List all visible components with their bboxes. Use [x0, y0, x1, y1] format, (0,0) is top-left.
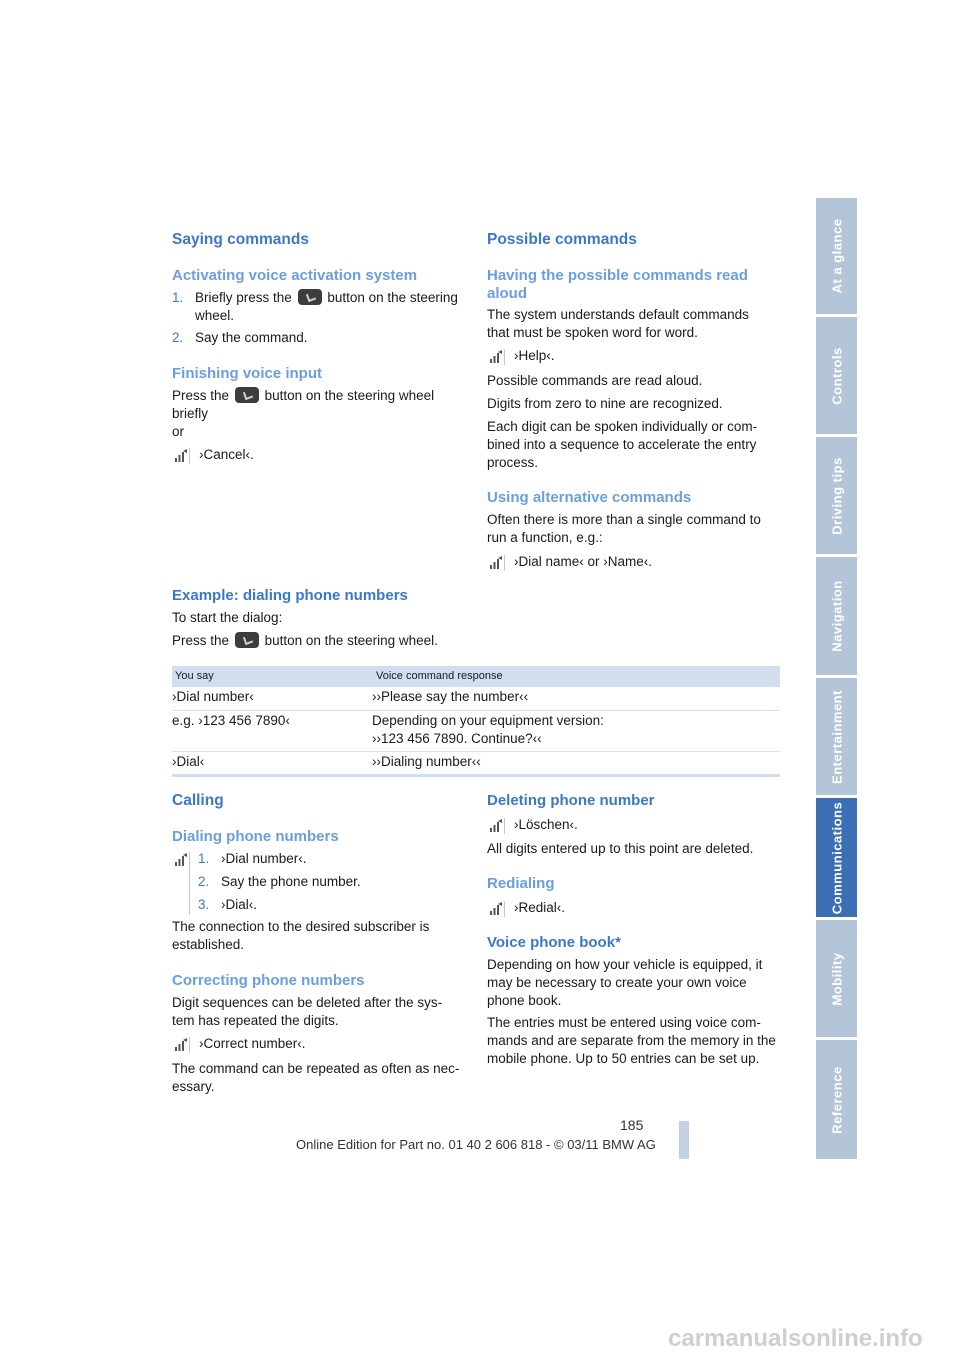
table-cell: ››Please say the number‹‹ — [372, 689, 529, 704]
paragraph: Digits from zero to nine are recognized. — [487, 396, 723, 411]
paragraph: To start the dialog: — [172, 610, 283, 625]
voice-command-icon — [489, 819, 503, 833]
section-title-deleting: Deleting phone number — [487, 792, 655, 809]
paragraph: Press the button on the steering wheel. — [172, 633, 438, 648]
voice-command-icon — [174, 449, 188, 463]
table-cell: ›Dial‹ — [172, 754, 205, 769]
list-item-text: Say the command. — [195, 330, 308, 345]
subsection-title-correcting: Correcting phone numbers — [172, 972, 365, 989]
voice-button-icon — [235, 632, 259, 648]
section-title-possible-commands: Possible commands — [487, 231, 637, 248]
paragraph: Press the button on the steering wheel briefly or — [172, 388, 435, 439]
tab-reference[interactable]: Reference — [816, 1040, 857, 1159]
subsection-title-redialing: Redialing — [487, 875, 555, 892]
paragraph: The command can be repeated as often as nec- essary. — [172, 1061, 460, 1094]
edition-line: Online Edition for Part no. 01 40 2 606 818 - © 03/11 BMW AG — [296, 1137, 656, 1152]
voice-command-bar — [504, 818, 505, 834]
table-header — [172, 666, 780, 687]
table-header-cell: You say — [175, 670, 214, 682]
tab-communications[interactable]: Communications — [816, 798, 857, 917]
subsection-title-activating: Activating voice activation system — [172, 267, 418, 284]
tab-driving-tips[interactable]: Driving tips — [816, 437, 857, 554]
voice-command-icon — [489, 556, 503, 570]
paragraph: All digits entered up to this point are deleted. — [487, 841, 754, 856]
page-number: 185 — [620, 1117, 644, 1133]
list-item-text: ›Dial‹. — [221, 897, 257, 912]
voice-command-text: ›Redial‹. — [514, 900, 566, 915]
paragraph: Depending on how your vehicle is equipped, it may be necessary to create your own voice phone book. — [487, 957, 763, 1008]
voice-command-bar — [504, 349, 505, 365]
section-title-calling: Calling — [172, 792, 224, 809]
voice-command-icon — [489, 350, 503, 364]
paragraph: The system understands default commands that must be spoken word for word. — [487, 307, 749, 340]
list-item: 1. — [172, 290, 184, 305]
paragraph: Often there is more than a single command to run a function, e.g.: — [487, 512, 761, 545]
voice-command-bar — [504, 555, 505, 571]
voice-command-text: ›Dial name‹ or ›Name‹. — [514, 554, 653, 569]
list-item-text: Say the phone number. — [221, 874, 361, 889]
paragraph: The entries must be entered using voice com- mands and are separate from the memory in the mobile phone. Up to 50 entries can be set up. — [487, 1015, 776, 1066]
table-cell: Depending on your equipment version: ››123 456 7890. Continue?‹‹ — [372, 713, 604, 746]
voice-command-bar — [189, 1037, 190, 1053]
table-bottom-rule — [172, 774, 780, 777]
section-title-voice-phone-book: Voice phone book* — [487, 934, 621, 951]
voice-button-icon — [235, 387, 259, 403]
watermark: carmanualsonline.info — [668, 1325, 923, 1352]
table-row-divider — [172, 751, 780, 752]
subsection-title-finishing: Finishing voice input — [172, 365, 322, 382]
voice-command-icon — [174, 853, 188, 867]
subsection-title-alternative: Using alternative commands — [487, 489, 692, 506]
tab-at-a-glance[interactable]: At a glance — [816, 198, 857, 314]
section-title-example: Example: dialing phone numbers — [172, 587, 408, 604]
list-item: 2. — [198, 874, 210, 889]
subsection-title-dialing: Dialing phone numbers — [172, 828, 339, 845]
voice-command-bar — [504, 901, 505, 917]
voice-command-bar — [189, 448, 190, 464]
list-item: 1. — [198, 851, 210, 866]
list-item: 2. — [172, 330, 184, 345]
voice-command-text: ›Correct number‹. — [199, 1036, 306, 1051]
paragraph: Each digit can be spoken individually or com- bined into a sequence to accelerate the entry process. — [487, 419, 758, 470]
list-item: 3. — [198, 897, 210, 912]
voice-command-text: ›Help‹. — [514, 348, 555, 363]
tab-entertainment[interactable]: Entertainment — [816, 678, 857, 795]
tab-mobility[interactable]: Mobility — [816, 920, 857, 1037]
list-item-text: Briefly press the button on the steering wheel. — [195, 290, 458, 323]
tab-navigation[interactable]: Navigation — [816, 557, 857, 675]
voice-command-bar — [189, 852, 190, 915]
table-header-cell: Voice command response — [376, 670, 503, 682]
page-number-bar — [679, 1121, 689, 1159]
paragraph: The connection to the desired subscriber is established. — [172, 919, 430, 952]
table-cell: e.g. ›123 456 7890‹ — [172, 713, 290, 728]
voice-command-icon — [489, 902, 503, 916]
table-cell: ›Dial number‹ — [172, 689, 254, 704]
section-title-saying-commands: Saying commands — [172, 231, 309, 248]
list-item-text: ›Dial number‹. — [221, 851, 307, 866]
voice-button-icon — [298, 289, 322, 305]
table-row-divider — [172, 710, 780, 711]
voice-command-icon — [174, 1038, 188, 1052]
subsection-title-read-aloud: Having the possible commands read aloud — [487, 267, 748, 302]
table-cell: ››Dialing number‹‹ — [372, 754, 481, 769]
paragraph: Digit sequences can be deleted after the sys- tem has repeated the digits. — [172, 995, 443, 1028]
voice-command-text: ›Löschen‹. — [514, 817, 578, 832]
tab-controls[interactable]: Controls — [816, 317, 857, 434]
paragraph: Possible commands are read aloud. — [487, 373, 703, 388]
voice-command-text: ›Cancel‹. — [199, 447, 254, 462]
